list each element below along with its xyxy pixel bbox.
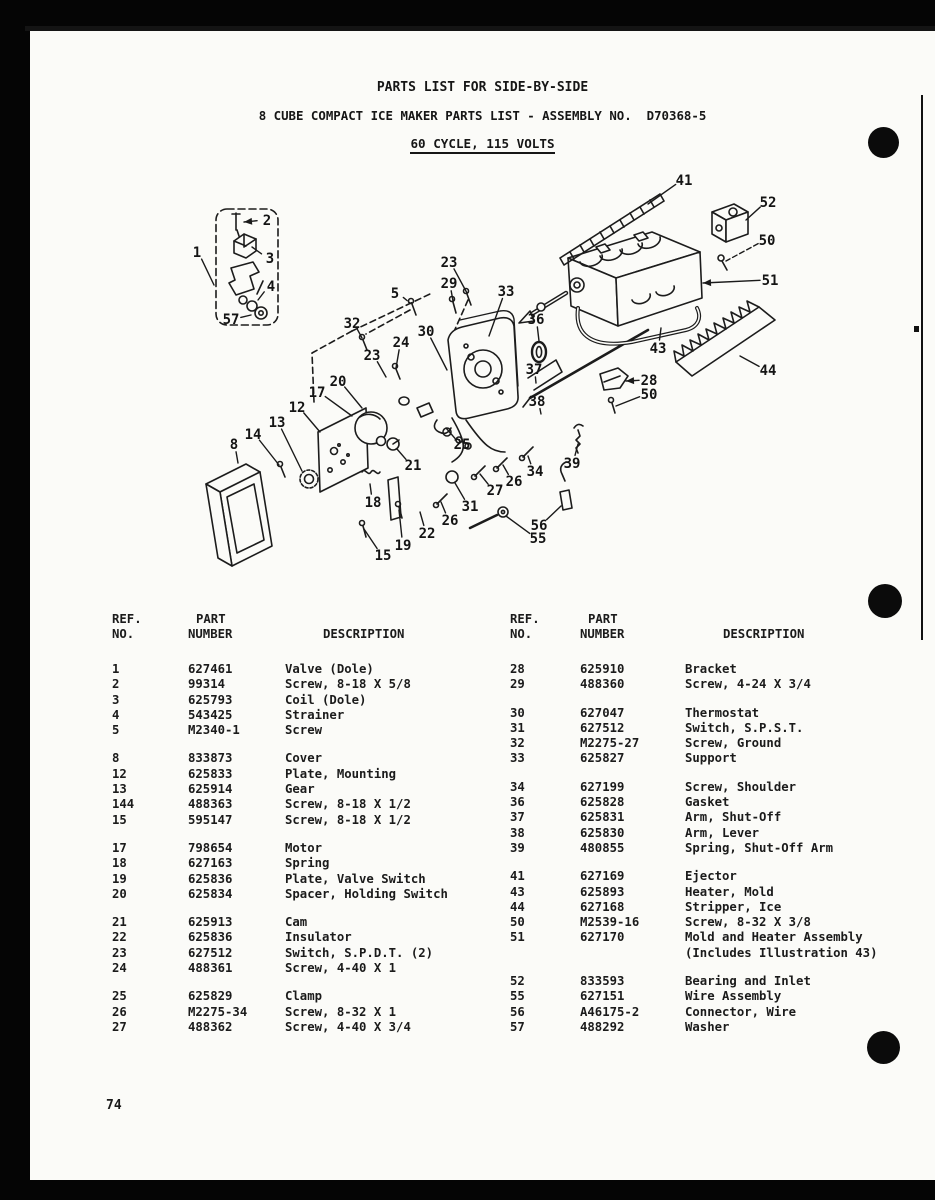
callout-leader bbox=[503, 465, 508, 474]
part-description: Gasket bbox=[685, 795, 730, 810]
part-description: Cam bbox=[285, 915, 308, 930]
part-description: Screw, 8-18 X 5/8 bbox=[285, 677, 411, 692]
header-part-number: PART bbox=[196, 612, 226, 626]
header-ref: NO. bbox=[510, 627, 533, 641]
part-description: (Includes Illustration 43) bbox=[685, 945, 878, 960]
part-description: Ejector bbox=[685, 869, 737, 884]
part-description: Bracket bbox=[685, 662, 737, 676]
part-description: Support bbox=[685, 751, 737, 766]
ref-no: 57 bbox=[510, 1019, 525, 1034]
callout-leader bbox=[537, 327, 539, 341]
diagram-callout-number: 17 bbox=[308, 385, 326, 401]
diagram-callout-number: 51 bbox=[761, 273, 779, 289]
callout-leader bbox=[575, 444, 578, 455]
diagram-callout-number: 55 bbox=[529, 531, 547, 547]
ref-no: 41 bbox=[510, 869, 525, 884]
ref-no: 56 bbox=[510, 1004, 525, 1019]
callout-leader bbox=[241, 315, 251, 317]
part-description: Valve (Dole) bbox=[285, 662, 374, 676]
diagram-callout-number: 23 bbox=[440, 255, 458, 271]
part-number: 627170 bbox=[580, 930, 625, 945]
wire-assembly-drawing bbox=[470, 462, 572, 528]
ref-no: 37 bbox=[510, 810, 525, 825]
diagram-callout-number: 28 bbox=[640, 373, 658, 389]
diagram-callout-number: 4 bbox=[266, 279, 276, 295]
callout-leader bbox=[740, 356, 759, 366]
part-number: 625834 bbox=[188, 886, 233, 901]
diagram-callout-number: 22 bbox=[418, 526, 436, 542]
part-number: M2340-1 bbox=[188, 723, 240, 738]
part-number: 99314 bbox=[188, 677, 226, 692]
callout-leader bbox=[659, 328, 661, 340]
part-description: Switch, S.P.S.T. bbox=[685, 720, 804, 735]
callout-leader bbox=[364, 529, 377, 549]
part-description: Stripper, Ice bbox=[685, 899, 782, 914]
ref-no: 4 bbox=[112, 707, 120, 722]
ref-no: 1 bbox=[112, 662, 120, 676]
part-description: Plate, Valve Switch bbox=[285, 871, 426, 886]
ref-no: 52 bbox=[510, 974, 525, 989]
callout-leader bbox=[377, 362, 386, 377]
ref-no: 25 bbox=[112, 989, 127, 1004]
diagram-callout-number: 52 bbox=[759, 195, 777, 211]
part-number: 625910 bbox=[580, 662, 625, 676]
part-number: 488361 bbox=[188, 961, 233, 976]
header-ref: REF. bbox=[510, 612, 540, 626]
mounting-plate-motor-drawing bbox=[300, 408, 401, 520]
ref-no: 43 bbox=[510, 884, 525, 899]
ref-no: 13 bbox=[112, 782, 127, 797]
callout-leader bbox=[441, 502, 446, 513]
ref-no: 19 bbox=[112, 871, 127, 886]
header-description: DESCRIPTION bbox=[323, 627, 405, 641]
part-number: 798654 bbox=[188, 840, 233, 855]
header-ref: NO. bbox=[112, 627, 135, 641]
part-description: Spacer, Holding Switch bbox=[285, 886, 448, 901]
ref-no: 144 bbox=[112, 797, 135, 812]
ref-no: 5 bbox=[112, 723, 120, 738]
callout-leader bbox=[345, 387, 362, 408]
callout-leader bbox=[506, 516, 530, 533]
ref-no: 33 bbox=[510, 751, 525, 766]
part-number: 625793 bbox=[188, 692, 233, 707]
ref-no: 29 bbox=[510, 677, 525, 692]
diagram-callout-number: 31 bbox=[461, 499, 479, 515]
ref-no: 27 bbox=[112, 1019, 127, 1034]
diagram-callout-number: 57 bbox=[222, 312, 240, 328]
part-description: Screw, 4-24 X 3/4 bbox=[685, 677, 811, 692]
part-description: Screw, 8-18 X 1/2 bbox=[285, 797, 411, 812]
diagram-callout-number: 36 bbox=[527, 312, 545, 328]
header-part-number: NUMBER bbox=[580, 627, 625, 641]
part-description: Arm, Lever bbox=[685, 825, 760, 840]
part-number: 625833 bbox=[188, 766, 233, 781]
diagram-callout-number: 2 bbox=[262, 213, 272, 229]
part-description: Screw, 8-18 X 1/2 bbox=[285, 812, 411, 827]
diagram-callout-number: 25 bbox=[453, 437, 471, 453]
callout-leader bbox=[420, 512, 424, 525]
part-number: 488292 bbox=[580, 1019, 625, 1034]
ref-no: 51 bbox=[510, 930, 525, 945]
cover-drawing bbox=[206, 464, 272, 566]
diagram-callout-number: 50 bbox=[758, 233, 776, 249]
part-description: Spring, Shut-Off Arm bbox=[685, 840, 834, 855]
part-number: 488360 bbox=[580, 677, 625, 692]
diagram-callout-number: 29 bbox=[440, 276, 458, 292]
callout-leader bbox=[370, 484, 371, 494]
part-number: 595147 bbox=[188, 812, 233, 827]
callout-leader bbox=[258, 292, 264, 300]
part-number: 625827 bbox=[580, 751, 625, 766]
part-description: Strainer bbox=[285, 707, 345, 722]
part-number: 625893 bbox=[580, 884, 625, 899]
diagram-callout-number: 20 bbox=[329, 374, 347, 390]
diagram-callout-number: 44 bbox=[759, 363, 777, 379]
part-description: Coil (Dole) bbox=[285, 692, 367, 707]
ref-no: 28 bbox=[510, 662, 525, 676]
ref-no: 8 bbox=[112, 751, 120, 766]
part-number: 627047 bbox=[580, 705, 625, 720]
part-number: 543425 bbox=[188, 707, 233, 722]
part-description: Switch, S.P.D.T. (2) bbox=[285, 945, 434, 960]
part-number: 625836 bbox=[188, 930, 233, 945]
part-description: Plate, Mounting bbox=[285, 766, 397, 781]
part-number: 627163 bbox=[188, 856, 233, 871]
ref-no: 31 bbox=[510, 720, 525, 735]
part-number: 833593 bbox=[580, 974, 625, 989]
part-description: Spring bbox=[285, 856, 330, 871]
part-number: 627169 bbox=[580, 869, 625, 884]
part-description: Screw, 8-32 X 3/8 bbox=[685, 915, 811, 930]
part-number: 625913 bbox=[188, 915, 233, 930]
header-description: DESCRIPTION bbox=[723, 627, 805, 641]
voltage-subtitle-text: 60 CYCLE, 115 VOLTS bbox=[410, 136, 554, 154]
callout-leader bbox=[259, 440, 279, 465]
ref-no: 30 bbox=[510, 705, 525, 720]
diagram-callout-number: 27 bbox=[486, 483, 504, 499]
callout-leader bbox=[236, 452, 238, 463]
ref-no: 34 bbox=[510, 779, 525, 794]
part-description: Clamp bbox=[285, 989, 323, 1004]
diagram-callout-number: 8 bbox=[229, 437, 239, 453]
callout-leader bbox=[703, 280, 760, 283]
part-description: Screw, Shoulder bbox=[685, 779, 797, 794]
part-description: Screw, 4-40 X 1 bbox=[285, 961, 397, 976]
part-number: 480855 bbox=[580, 840, 625, 855]
diagram-callout-number: 39 bbox=[563, 456, 581, 472]
diagram-callout-number: 21 bbox=[404, 458, 422, 474]
ref-no: 22 bbox=[112, 930, 127, 945]
diagram-callout-number: 19 bbox=[394, 538, 412, 554]
diagram-callout-number: 12 bbox=[288, 400, 306, 416]
part-description: Thermostat bbox=[685, 705, 760, 720]
callout-leader bbox=[547, 506, 561, 520]
diagram-callout-number: 30 bbox=[417, 324, 435, 340]
ref-no: 3 bbox=[112, 692, 120, 707]
ref-no: 24 bbox=[112, 961, 127, 976]
diagram-callout-number: 5 bbox=[390, 286, 400, 302]
part-description: Screw, 4-40 X 3/4 bbox=[285, 1019, 411, 1034]
callout-arrowhead bbox=[703, 279, 711, 286]
callout-leader bbox=[648, 184, 676, 204]
part-number: 627512 bbox=[580, 720, 625, 735]
header-ref: REF. bbox=[112, 612, 142, 626]
ref-no: 38 bbox=[510, 825, 525, 840]
ref-no: 50 bbox=[510, 915, 525, 930]
diagram-callout-number: 50 bbox=[640, 387, 658, 403]
callout-leader bbox=[451, 291, 453, 301]
part-description: Mold and Heater Assembly bbox=[685, 930, 863, 945]
callout-leader bbox=[726, 244, 758, 261]
diagram-callout-number: 26 bbox=[505, 474, 523, 490]
ref-no: 20 bbox=[112, 886, 127, 901]
diagram-callout-number: 33 bbox=[497, 284, 515, 300]
part-description: Wire Assembly bbox=[685, 989, 782, 1004]
part-description: Insulator bbox=[285, 930, 352, 945]
part-description: Gear bbox=[285, 782, 315, 797]
ref-no: 36 bbox=[510, 795, 525, 810]
ref-no: 2 bbox=[112, 677, 120, 692]
part-number: 625828 bbox=[580, 795, 625, 810]
part-description: Screw, 8-32 X 1 bbox=[285, 1004, 397, 1019]
part-number: 627168 bbox=[580, 899, 625, 914]
part-description: Washer bbox=[685, 1019, 730, 1034]
part-number: 488362 bbox=[188, 1019, 233, 1034]
part-number: 625914 bbox=[188, 782, 233, 797]
diagram-callout-number: 26 bbox=[441, 513, 459, 529]
part-number: M2275-27 bbox=[580, 736, 640, 751]
diagram-callout-number: 24 bbox=[392, 335, 410, 351]
header-part-number: PART bbox=[588, 612, 618, 626]
part-number: A46175-2 bbox=[580, 1004, 640, 1019]
part-number: 627512 bbox=[188, 945, 233, 960]
part-number: 625829 bbox=[188, 989, 233, 1004]
part-number: 625830 bbox=[580, 825, 625, 840]
part-description: Bearing and Inlet bbox=[685, 974, 811, 989]
diagram-callout-number: 43 bbox=[649, 341, 667, 357]
ref-no: 18 bbox=[112, 856, 127, 871]
header-part-number: NUMBER bbox=[188, 627, 233, 641]
diagram-callout-number: 14 bbox=[244, 427, 262, 443]
part-description: Cover bbox=[285, 751, 323, 766]
part-number: 627151 bbox=[580, 989, 625, 1004]
page-title: PARTS LIST FOR SIDE-BY-SIDE bbox=[376, 80, 589, 95]
bearing-inlet-drawing bbox=[712, 204, 748, 242]
diagram-callout-number: 13 bbox=[268, 415, 286, 431]
ref-no: 23 bbox=[112, 945, 127, 960]
ref-no: 26 bbox=[112, 1004, 127, 1019]
callout-leader bbox=[616, 397, 640, 406]
mold-heater-assembly-drawing bbox=[519, 232, 702, 344]
diagram-callout-number: 56 bbox=[530, 518, 548, 534]
diagram-callout-number: 37 bbox=[525, 362, 543, 378]
part-number: 627461 bbox=[188, 662, 233, 676]
part-number: 488363 bbox=[188, 797, 233, 812]
ref-no: 39 bbox=[510, 840, 525, 855]
part-description: Heater, Mold bbox=[685, 884, 774, 899]
callout-leader bbox=[202, 259, 214, 285]
ref-no: 55 bbox=[510, 989, 525, 1004]
part-number: M2539-16 bbox=[580, 915, 640, 930]
diagram-callout-number: 3 bbox=[265, 251, 275, 267]
part-description: Arm, Shut-Off bbox=[685, 810, 782, 825]
ref-no: 21 bbox=[112, 915, 127, 930]
diagram-callout-number: 23 bbox=[363, 348, 381, 364]
diagram-callout-number: 1 bbox=[192, 245, 202, 261]
diagram-callout-number: 18 bbox=[364, 495, 382, 511]
callout-leader bbox=[304, 413, 320, 432]
ref-no: 32 bbox=[510, 736, 525, 751]
ref-no: 17 bbox=[112, 840, 127, 855]
ref-no: 12 bbox=[112, 766, 127, 781]
callout-leader bbox=[455, 483, 465, 499]
callout-leader bbox=[325, 397, 352, 416]
part-description: Screw bbox=[285, 723, 323, 738]
diagram-callout-number: 38 bbox=[528, 394, 546, 410]
part-number: M2275-34 bbox=[188, 1004, 248, 1019]
part-description: Screw, Ground bbox=[685, 736, 782, 751]
part-number: 833873 bbox=[188, 751, 233, 766]
callout-leader bbox=[528, 456, 531, 464]
diagram-callout-number: 15 bbox=[374, 548, 392, 564]
diagram-callout-number: 41 bbox=[675, 173, 693, 189]
assembly-subtitle: 8 CUBE COMPACT ICE MAKER PARTS LIST - ASSEMBLY NO. D70368-5 bbox=[258, 108, 707, 123]
part-description: Motor bbox=[285, 840, 323, 855]
part-number: 625831 bbox=[580, 810, 625, 825]
diagram-callout-number: 34 bbox=[526, 464, 544, 480]
part-description: Connector, Wire bbox=[685, 1004, 797, 1019]
page-number: 74 bbox=[106, 1098, 122, 1113]
diagram-callout-number: 32 bbox=[343, 316, 361, 332]
callout-leader bbox=[431, 338, 447, 370]
ref-no: 15 bbox=[112, 812, 127, 827]
part-number: 625836 bbox=[188, 871, 233, 886]
part-number: 627199 bbox=[580, 779, 625, 794]
callout-leader bbox=[282, 429, 302, 471]
ref-no: 44 bbox=[510, 899, 525, 914]
